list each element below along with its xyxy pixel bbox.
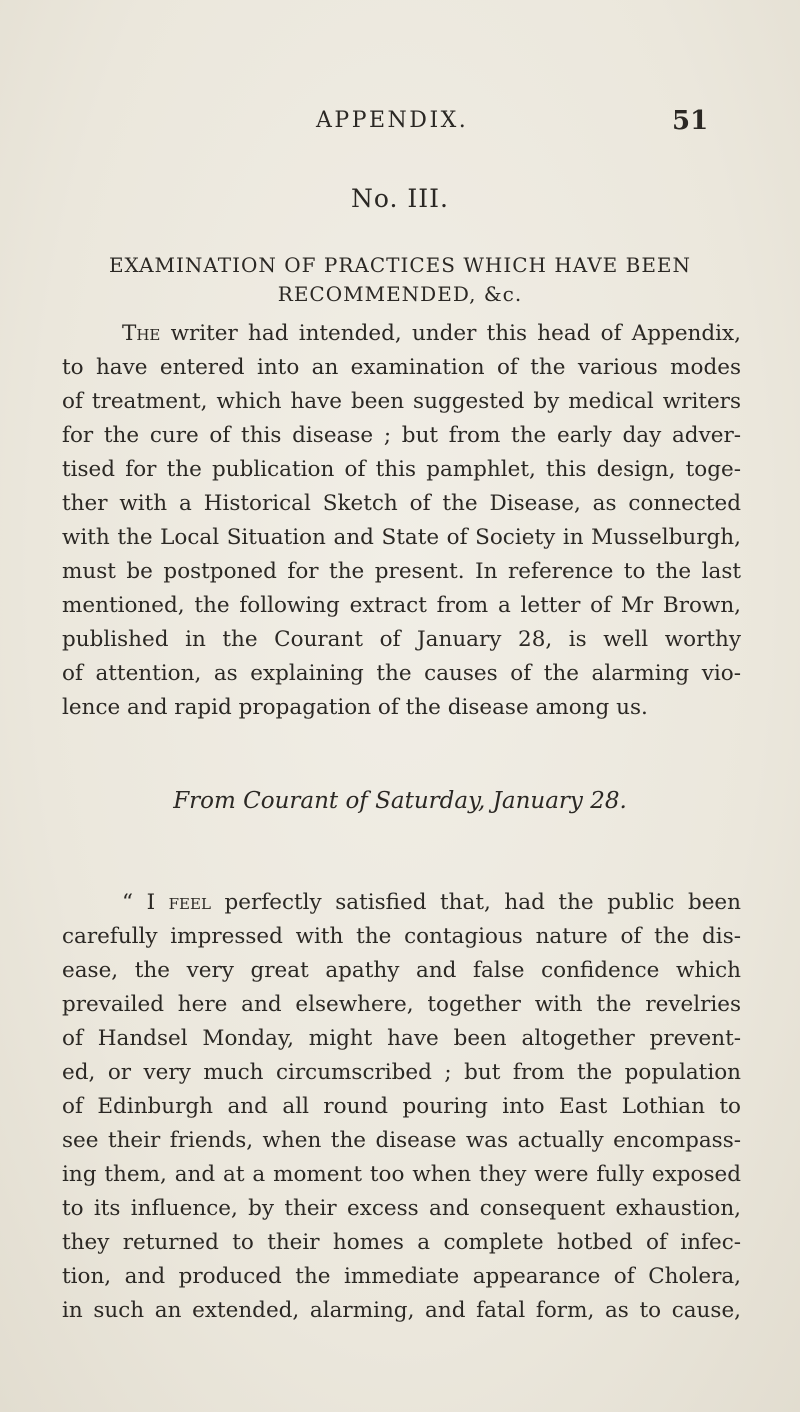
paragraph-line: must be postponed for the present. In reference to the last — [62, 559, 741, 584]
paragraph-line: for the cure of this disease ; but from the early day adver- — [62, 423, 741, 448]
paragraph-line: see their friends, when the disease was actually encompass- — [62, 1128, 741, 1153]
running-head — [0, 103, 800, 139]
paragraph-line: ther with a Historical Sketch of the Disease, as connected — [62, 491, 741, 516]
paragraph-line: ease, the very great apathy and false confidence which — [62, 958, 741, 983]
paragraph-line — [62, 886, 741, 920]
paragraph-line — [62, 317, 741, 351]
paragraph-line: mentioned, the following extract from a letter of Mr Brown, — [62, 593, 741, 618]
quote-first-word: “ I feel — [122, 890, 211, 915]
intro-paragraph — [62, 317, 741, 725]
paragraph-line: of attention, as explaining the causes of the alarming vio- — [62, 661, 741, 686]
paragraph-line: prevailed here and elsewhere, together with the revelries — [62, 992, 741, 1017]
extract-heading: From Courant of Saturday, January 28. — [173, 788, 627, 814]
section-title-line: RECOMMENDED, &c. — [277, 282, 523, 306]
quote-first-line-rest: perfectly satisfied that, had the public been — [210, 890, 742, 915]
paragraph-line: ing them, and at a moment too when they were fully exposed — [62, 1162, 741, 1187]
section-number: No. III. — [351, 184, 449, 213]
intro-first-line-rest: writer had intended, under this head of Appendix, — [160, 321, 741, 346]
paragraph-line: ed, or very much circumscribed ; but from the population — [62, 1060, 741, 1085]
paragraph-line: they returned to their homes a complete hotbed of infec- — [62, 1230, 741, 1255]
quoted-extract — [62, 886, 741, 1328]
page-number: 51 — [672, 106, 709, 136]
paragraph-line: tised for the publication of this pamphlet, this design, toge- — [62, 457, 741, 482]
intro-first-word: The — [122, 321, 161, 346]
paragraph-line: of treatment, which have been suggested by medical writers — [62, 389, 741, 414]
paragraph-line: published in the Courant of January 28, is well worthy — [62, 627, 741, 652]
section-title — [56, 251, 744, 309]
paragraph-line: tion, and produced the immediate appearance of Cholera, — [62, 1264, 741, 1289]
paragraph-line: to its influence, by their excess and consequent exhaustion, — [62, 1196, 741, 1221]
running-title: APPENDIX. — [316, 108, 469, 133]
paragraph-line: in such an extended, alarming, and fatal form, as to cause, — [62, 1298, 741, 1323]
section-title-line: EXAMINATION OF PRACTICES WHICH HAVE BEEN — [108, 253, 692, 277]
paragraph-line: lence and rapid propagation of the disease among us. — [62, 695, 648, 720]
paragraph-line: to have entered into an examination of the various modes — [62, 355, 741, 380]
paragraph-line: carefully impressed with the contagious nature of the dis- — [62, 924, 741, 949]
paragraph-line: of Edinburgh and all round pouring into East Lothian to — [62, 1094, 741, 1119]
paragraph-line: with the Local Situation and State of Society in Musselburgh, — [62, 525, 741, 550]
paragraph-line: of Handsel Monday, might have been altogether prevent- — [62, 1026, 741, 1051]
